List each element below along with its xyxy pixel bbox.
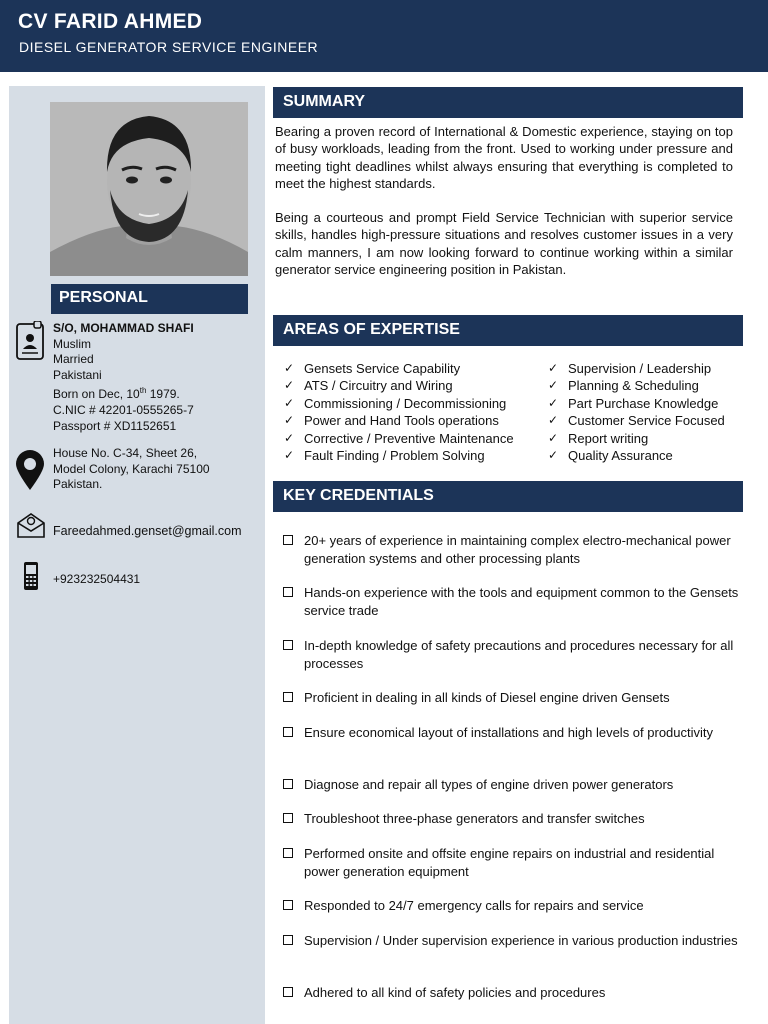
list-item: Ensure economical layout of installations and high levels of productivity [283, 724, 744, 742]
list-item: Diagnose and repair all types of engine driven power generators [283, 776, 744, 794]
summary-paragraph-2: Being a courteous and prompt Field Service Technician with superior service skills, handles high-pressure situations and resolves customer issues in a very calm manners, I am now looking forward to continue working within a similar generator service engineering position in Pakistan. [275, 210, 733, 278]
expertise-item: ✓ Supervision / Leadership [548, 361, 712, 376]
checkbox-bullet-icon [283, 692, 293, 702]
checkmark-icon: ✓ [284, 430, 295, 445]
expertise-item: ✓ Commissioning / Decommissioning [284, 395, 507, 411]
checkbox-bullet-icon [283, 727, 293, 737]
checkbox-bullet-icon [283, 900, 293, 910]
checkbox-bullet-icon [283, 935, 293, 945]
checkbox-bullet-icon [283, 535, 293, 545]
expertise-item: ✓ Gensets Service Capability [284, 361, 461, 376]
expertise-item: ✓ Corrective / Preventive Maintenance [284, 430, 514, 446]
father-name: S/O, MOHAMMAD SHAFI [53, 321, 194, 335]
religion: Muslim [53, 336, 91, 351]
address-line-2: Model Colony, Karachi 75100 [53, 461, 210, 476]
checkmark-icon: ✓ [548, 378, 559, 393]
checkbox-bullet-icon [283, 848, 293, 858]
profile-photo [50, 102, 248, 276]
checkbox-bullet-icon [283, 813, 293, 823]
checkmark-icon: ✓ [284, 361, 295, 375]
expertise-item: ✓ Report writing [548, 430, 649, 446]
list-item: In-depth knowledge of safety precautions and procedures necessary for all processes [283, 637, 744, 672]
email-envelope-icon [16, 511, 46, 539]
checkbox-bullet-icon [283, 587, 293, 597]
list-item: Proficient in dealing in all kinds of Diesel engine driven Gensets [283, 689, 744, 707]
checkmark-icon: ✓ [284, 448, 295, 463]
expertise-item: ✓ Quality Assurance [548, 448, 673, 464]
summary-heading: SUMMARY [273, 87, 743, 118]
list-item: Supervision / Under supervision experience in various production industries [283, 932, 744, 950]
marital-status: Married [53, 352, 94, 367]
list-item: 20+ years of experience in maintaining complex electro-mechanical power generation systems and other processing plants [283, 532, 744, 567]
resume-title: CV FARID AHMED [18, 10, 203, 33]
expertise-item: ✓ Planning & Scheduling [548, 378, 699, 394]
list-item: Adhered to all kind of safety policies and procedures [283, 984, 744, 1002]
personal-details [53, 321, 194, 434]
expertise-item: ✓ Fault Finding / Problem Solving [284, 448, 485, 464]
nationality: Pakistani [53, 367, 102, 382]
location-pin-icon [14, 449, 46, 491]
list-item: Responded to 24/7 emergency calls for repairs and service [283, 897, 744, 915]
checkmark-icon: ✓ [548, 430, 559, 445]
summary-paragraph-1: Bearing a proven record of International & Domestic experience, staying on top of busy workloads, leading from the front. Used to working under pressure and meeting tight deadlines whilst always ensuring that everything is completed to meet the highest standards. [275, 124, 733, 192]
checkmark-icon: ✓ [548, 361, 559, 375]
address-line-3: Pakistan. [53, 477, 103, 492]
checkmark-icon: ✓ [548, 413, 559, 428]
cnic-number: C.NIC # 42201-0555265-7 [53, 402, 194, 417]
list-item: Performed onsite and offsite engine repairs on industrial and residential power generation equipment [283, 845, 744, 880]
checkbox-bullet-icon [283, 987, 293, 997]
date-of-birth: Born on Dec, 10th 1979. [53, 386, 180, 402]
checkmark-icon: ✓ [548, 395, 559, 410]
checkmark-icon: ✓ [548, 448, 559, 463]
list-item: Troubleshoot three-phase generators and transfer switches [283, 810, 744, 828]
mobile-phone-icon [21, 561, 41, 591]
expertise-item: ✓ ATS / Circuitry and Wiring [284, 378, 453, 394]
expertise-column-2 [548, 360, 725, 464]
expertise-item: ✓ Power and Hand Tools operations [284, 413, 499, 429]
expertise-item: ✓ Part Purchase Knowledge [548, 395, 719, 411]
expertise-item: ✓ Customer Service Focused [548, 413, 725, 429]
list-item: Hands-on experience with the tools and equipment common to the Gensets service trade [283, 584, 744, 619]
address [53, 446, 210, 493]
expertise-column-1 [284, 360, 514, 464]
credentials-heading: KEY CREDENTIALS [273, 481, 743, 512]
expertise-heading: AREAS OF EXPERTISE [273, 315, 743, 346]
checkbox-bullet-icon [283, 640, 293, 650]
address-line-1: House No. C-34, Sheet 26, [53, 446, 198, 460]
checkmark-icon: ✓ [284, 378, 295, 393]
email-address[interactable]: Fareedahmed.genset@gmail.com [53, 524, 242, 538]
passport-number: Passport # XD1152651 [53, 418, 177, 433]
checkmark-icon: ✓ [284, 395, 295, 410]
header-banner [0, 0, 768, 72]
personal-heading: PERSONAL [51, 284, 248, 314]
checkmark-icon: ✓ [284, 413, 295, 428]
checkbox-bullet-icon [283, 779, 293, 789]
phone-number[interactable]: +923232504431 [53, 572, 141, 586]
id-card-icon [15, 321, 45, 361]
job-role: DIESEL GENERATOR SERVICE ENGINEER [19, 39, 319, 55]
